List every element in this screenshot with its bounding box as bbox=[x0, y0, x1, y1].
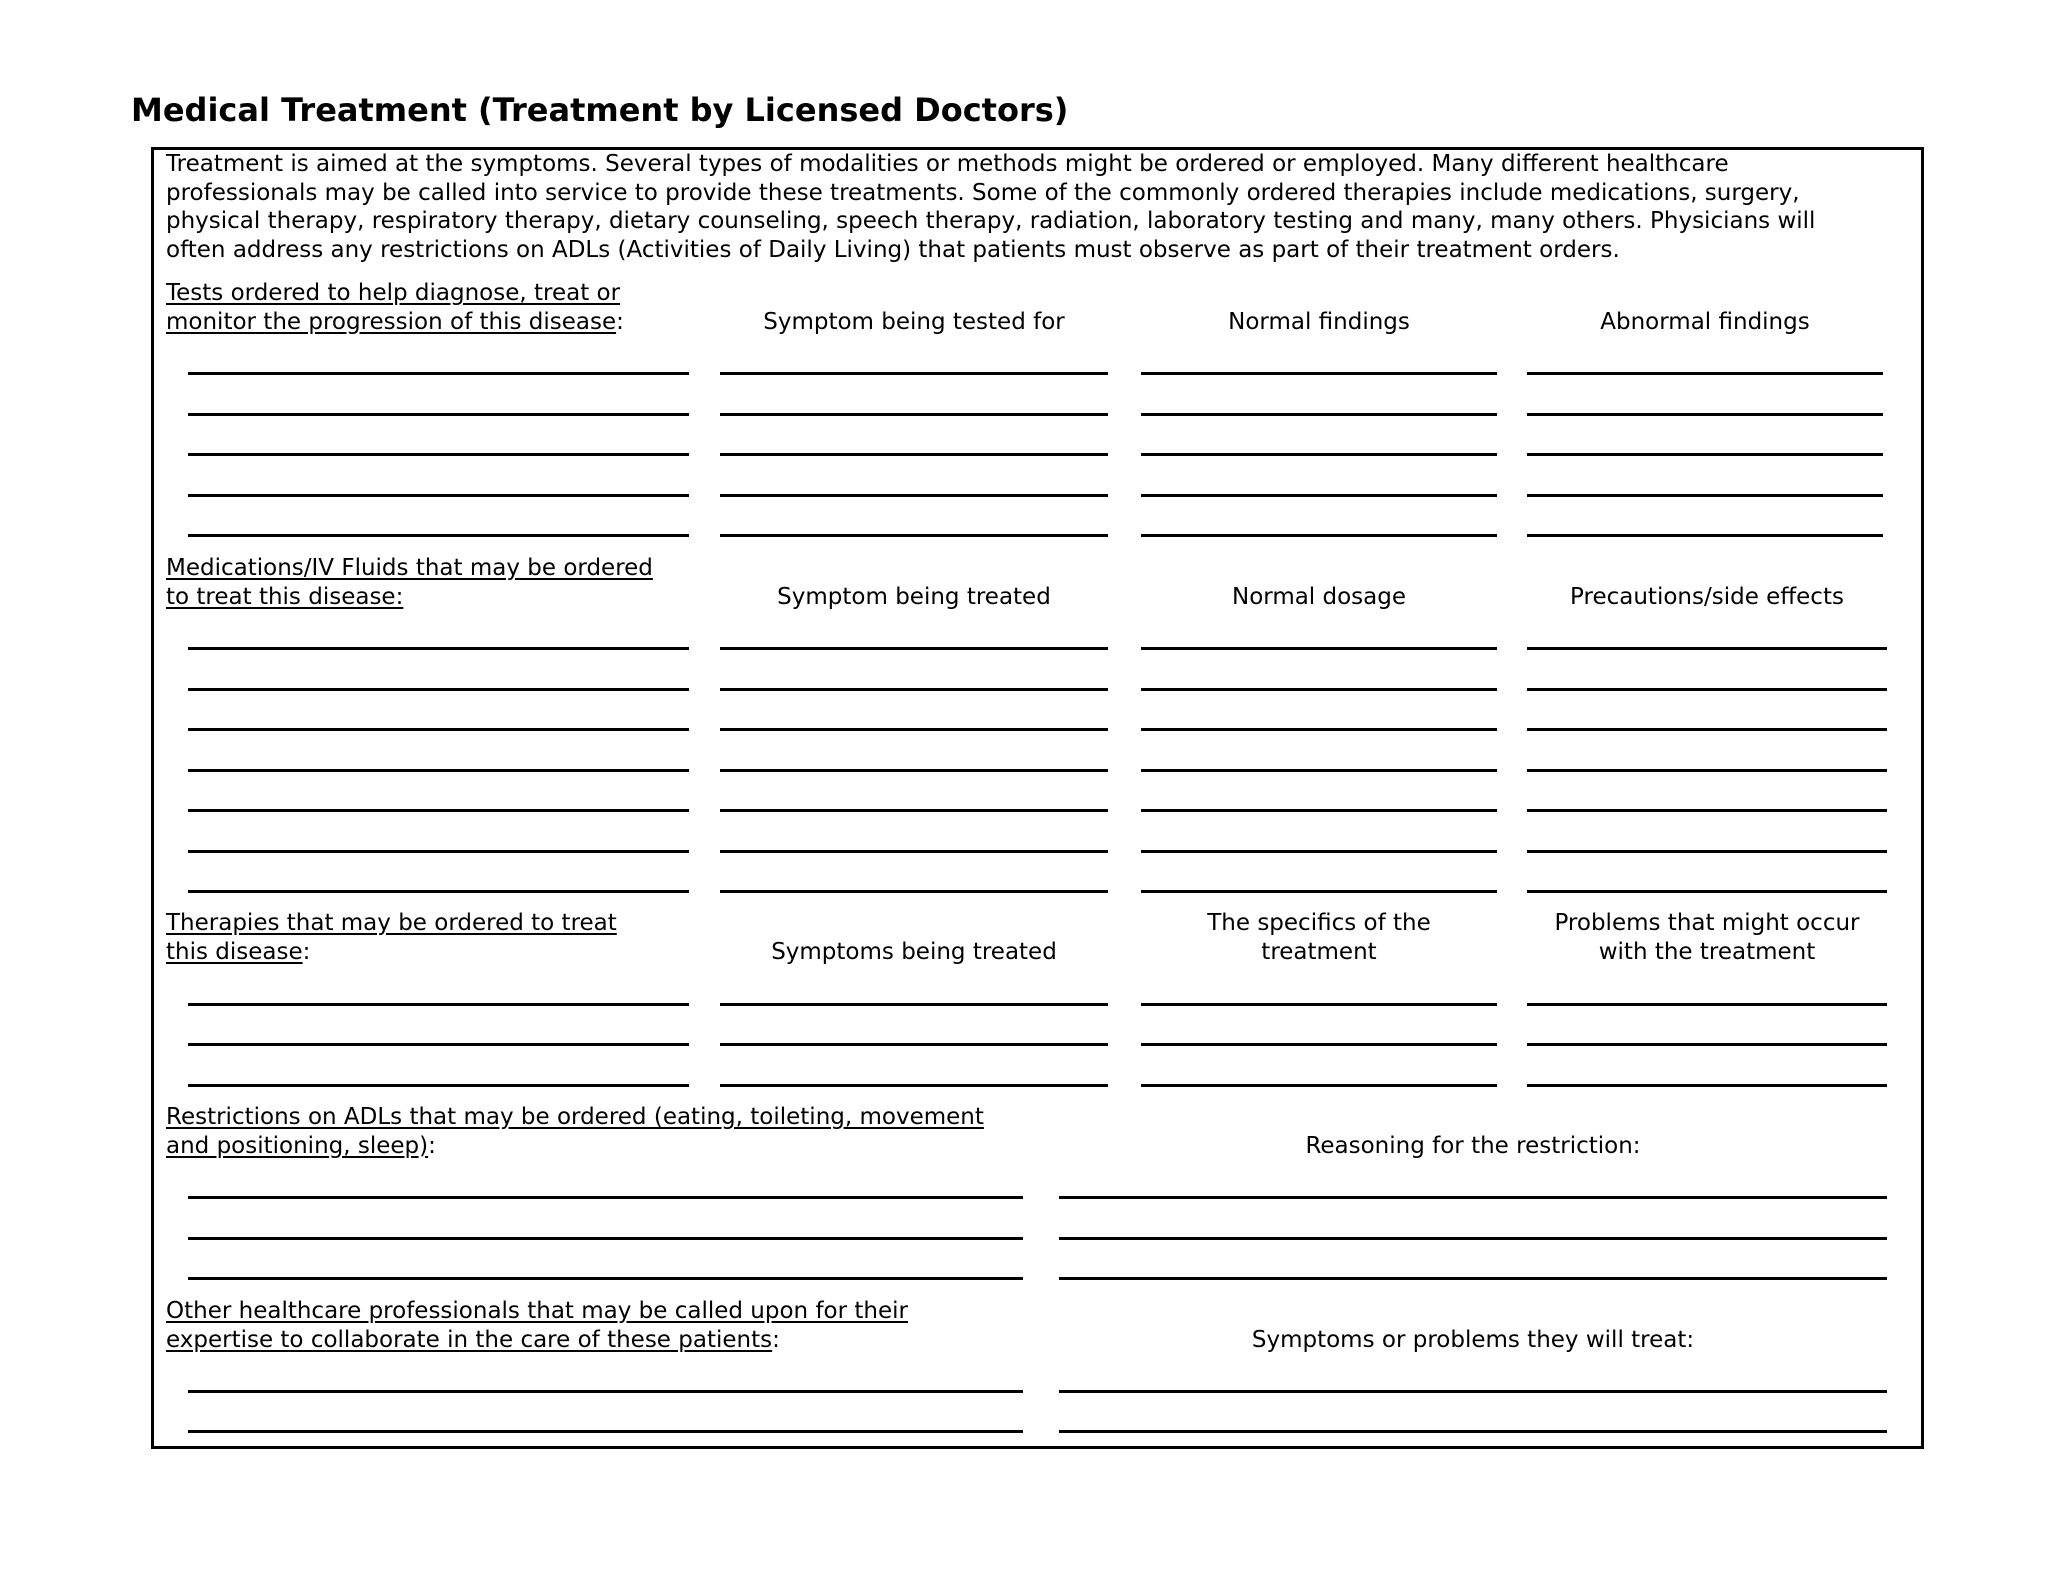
tests-line[interactable] bbox=[1141, 413, 1497, 416]
tests-line[interactable] bbox=[1141, 534, 1497, 537]
medications-line[interactable] bbox=[720, 728, 1108, 731]
restrictions-line[interactable] bbox=[188, 1196, 1023, 1199]
medications-line[interactable] bbox=[188, 688, 689, 691]
others-label-suffix: : bbox=[772, 1326, 780, 1353]
medications-line[interactable] bbox=[1527, 850, 1887, 853]
form-frame bbox=[151, 147, 1924, 1449]
tests-label-suffix: : bbox=[616, 308, 624, 335]
therapies-line[interactable] bbox=[1141, 1084, 1497, 1087]
tests-line[interactable] bbox=[188, 372, 689, 375]
tests-line[interactable] bbox=[720, 372, 1108, 375]
medications-line[interactable] bbox=[1527, 647, 1887, 650]
restrictions-line[interactable] bbox=[1059, 1237, 1887, 1240]
tests-line[interactable] bbox=[720, 453, 1108, 456]
therapies-col-symptoms-header: Symptoms being treated bbox=[771, 939, 1057, 965]
others-line[interactable] bbox=[188, 1390, 1023, 1393]
medications-line[interactable] bbox=[720, 850, 1108, 853]
therapies-col-problems-header bbox=[1527, 909, 1887, 966]
tests-line[interactable] bbox=[1141, 372, 1497, 375]
medications-col-precautions-header: Precautions/side effects bbox=[1570, 584, 1844, 610]
medications-line[interactable] bbox=[1141, 850, 1497, 853]
restrictions-label-suffix: : bbox=[428, 1132, 436, 1159]
others-label-line1: Other healthcare professionals that may be called upon for their bbox=[166, 1298, 908, 1324]
medications-line[interactable] bbox=[1141, 769, 1497, 772]
others-symptoms-header: Symptoms or problems they will treat: bbox=[1251, 1327, 1695, 1353]
tests-col-symptom-header: Symptom being tested for bbox=[763, 309, 1065, 335]
medications-line[interactable] bbox=[720, 809, 1108, 812]
therapies-line[interactable] bbox=[1527, 1003, 1887, 1006]
medications-line[interactable] bbox=[188, 769, 689, 772]
therapies-line[interactable] bbox=[188, 1003, 689, 1006]
others-line[interactable] bbox=[1059, 1430, 1887, 1433]
others-line[interactable] bbox=[188, 1430, 1023, 1433]
therapies-label-suffix: : bbox=[302, 938, 311, 965]
medications-line[interactable] bbox=[1527, 769, 1887, 772]
medications-line[interactable] bbox=[720, 647, 1108, 650]
restrictions-reasoning-header: Reasoning for the restriction: bbox=[1305, 1133, 1641, 1159]
therapies-label-line1: Therapies that may be ordered to treat bbox=[166, 910, 617, 936]
medications-line[interactable] bbox=[1141, 647, 1497, 650]
tests-line[interactable] bbox=[1527, 534, 1883, 537]
medications-line[interactable] bbox=[720, 890, 1108, 893]
restrictions-line[interactable] bbox=[1059, 1277, 1887, 1280]
therapies-line[interactable] bbox=[1527, 1084, 1887, 1087]
medications-line[interactable] bbox=[1141, 688, 1497, 691]
therapies-line[interactable] bbox=[1141, 1043, 1497, 1046]
tests-line[interactable] bbox=[188, 413, 689, 416]
medications-line[interactable] bbox=[188, 647, 689, 650]
therapies-line[interactable] bbox=[720, 1043, 1108, 1046]
tests-line[interactable] bbox=[720, 494, 1108, 497]
tests-line[interactable] bbox=[720, 413, 1108, 416]
therapies-line[interactable] bbox=[188, 1084, 689, 1087]
restrictions-label-line2: and positioning, sleep) bbox=[166, 1132, 429, 1159]
tests-col-abnormal-header: Abnormal findings bbox=[1600, 309, 1810, 335]
medications-label-line1: Medications/IV Fluids that may be ordered bbox=[166, 555, 653, 581]
tests-label bbox=[166, 279, 624, 336]
tests-line[interactable] bbox=[1527, 494, 1883, 497]
medications-line[interactable] bbox=[188, 890, 689, 893]
tests-line[interactable] bbox=[1527, 372, 1883, 375]
medications-line[interactable] bbox=[188, 850, 689, 853]
medications-col-symptom-header: Symptom being treated bbox=[777, 584, 1051, 610]
medications-line[interactable] bbox=[188, 809, 689, 812]
restrictions-line[interactable] bbox=[188, 1237, 1023, 1240]
therapies-line[interactable] bbox=[1527, 1043, 1887, 1046]
others-label-line2: expertise to collaborate in the care of these patients bbox=[166, 1326, 773, 1353]
tests-line[interactable] bbox=[1527, 413, 1883, 416]
therapies-line[interactable] bbox=[720, 1084, 1108, 1087]
therapies-line[interactable] bbox=[720, 1003, 1108, 1006]
medications-line[interactable] bbox=[1141, 890, 1497, 893]
restrictions-label bbox=[166, 1103, 984, 1160]
tests-label-line1: Tests ordered to help diagnose, treat or bbox=[166, 280, 621, 306]
therapies-col-specifics-line1: The specifics of the bbox=[1207, 910, 1431, 936]
medications-col-dosage-header: Normal dosage bbox=[1231, 584, 1407, 610]
page-title: Medical Treatment (Treatment by Licensed Doctors) bbox=[131, 91, 1069, 129]
tests-line[interactable] bbox=[188, 453, 689, 456]
medications-line[interactable] bbox=[1141, 728, 1497, 731]
medications-line[interactable] bbox=[1527, 890, 1887, 893]
therapies-col-specifics-line2: treatment bbox=[1261, 938, 1377, 965]
therapies-col-problems-line1: Problems that might occur bbox=[1554, 910, 1860, 936]
medications-line[interactable] bbox=[720, 688, 1108, 691]
tests-col-normal-header: Normal findings bbox=[1228, 309, 1410, 335]
medications-label-line2: to treat this disease: bbox=[166, 583, 404, 610]
therapies-label-line2: this disease bbox=[166, 938, 303, 965]
therapies-col-problems-line2: with the treatment bbox=[1598, 938, 1816, 965]
therapies-line[interactable] bbox=[188, 1043, 689, 1046]
tests-line[interactable] bbox=[720, 534, 1108, 537]
medications-line[interactable] bbox=[1527, 728, 1887, 731]
tests-line[interactable] bbox=[1527, 453, 1883, 456]
medications-label bbox=[166, 554, 653, 611]
restrictions-label-line1: Restrictions on ADLs that may be ordered (eating, toileting, movement bbox=[166, 1104, 984, 1130]
therapies-line[interactable] bbox=[1141, 1003, 1497, 1006]
tests-line[interactable] bbox=[188, 534, 689, 537]
therapies-col-specifics-header bbox=[1141, 909, 1497, 966]
medications-line[interactable] bbox=[1527, 809, 1887, 812]
restrictions-line[interactable] bbox=[188, 1277, 1023, 1280]
others-line[interactable] bbox=[1059, 1390, 1887, 1393]
restrictions-line[interactable] bbox=[1059, 1196, 1887, 1199]
medications-line[interactable] bbox=[1527, 688, 1887, 691]
tests-line[interactable] bbox=[188, 494, 689, 497]
intro-paragraph: Treatment is aimed at the symptoms. Several types of modalities or methods might be ordered or employed. Many different healthcare professionals may be called into service to provide these treatments. Some of the commonly ordered therapies include medications, surgery, physical therapy, respiratory therapy, dietary counseling, speech therapy, radiation, laboratory testing and many, many others. Physicians will often address any restrictions on ADLs (Activities of Daily Living) that patients must observe as part of their treatment orders. bbox=[166, 151, 1816, 263]
others-label bbox=[166, 1297, 908, 1354]
tests-label-line2: monitor the progression of this disease bbox=[166, 308, 617, 335]
medications-line[interactable] bbox=[720, 769, 1108, 772]
tests-line[interactable] bbox=[1141, 494, 1497, 497]
medications-line[interactable] bbox=[1141, 809, 1497, 812]
tests-line[interactable] bbox=[1141, 453, 1497, 456]
medications-line[interactable] bbox=[188, 728, 689, 731]
therapies-label bbox=[166, 909, 617, 966]
